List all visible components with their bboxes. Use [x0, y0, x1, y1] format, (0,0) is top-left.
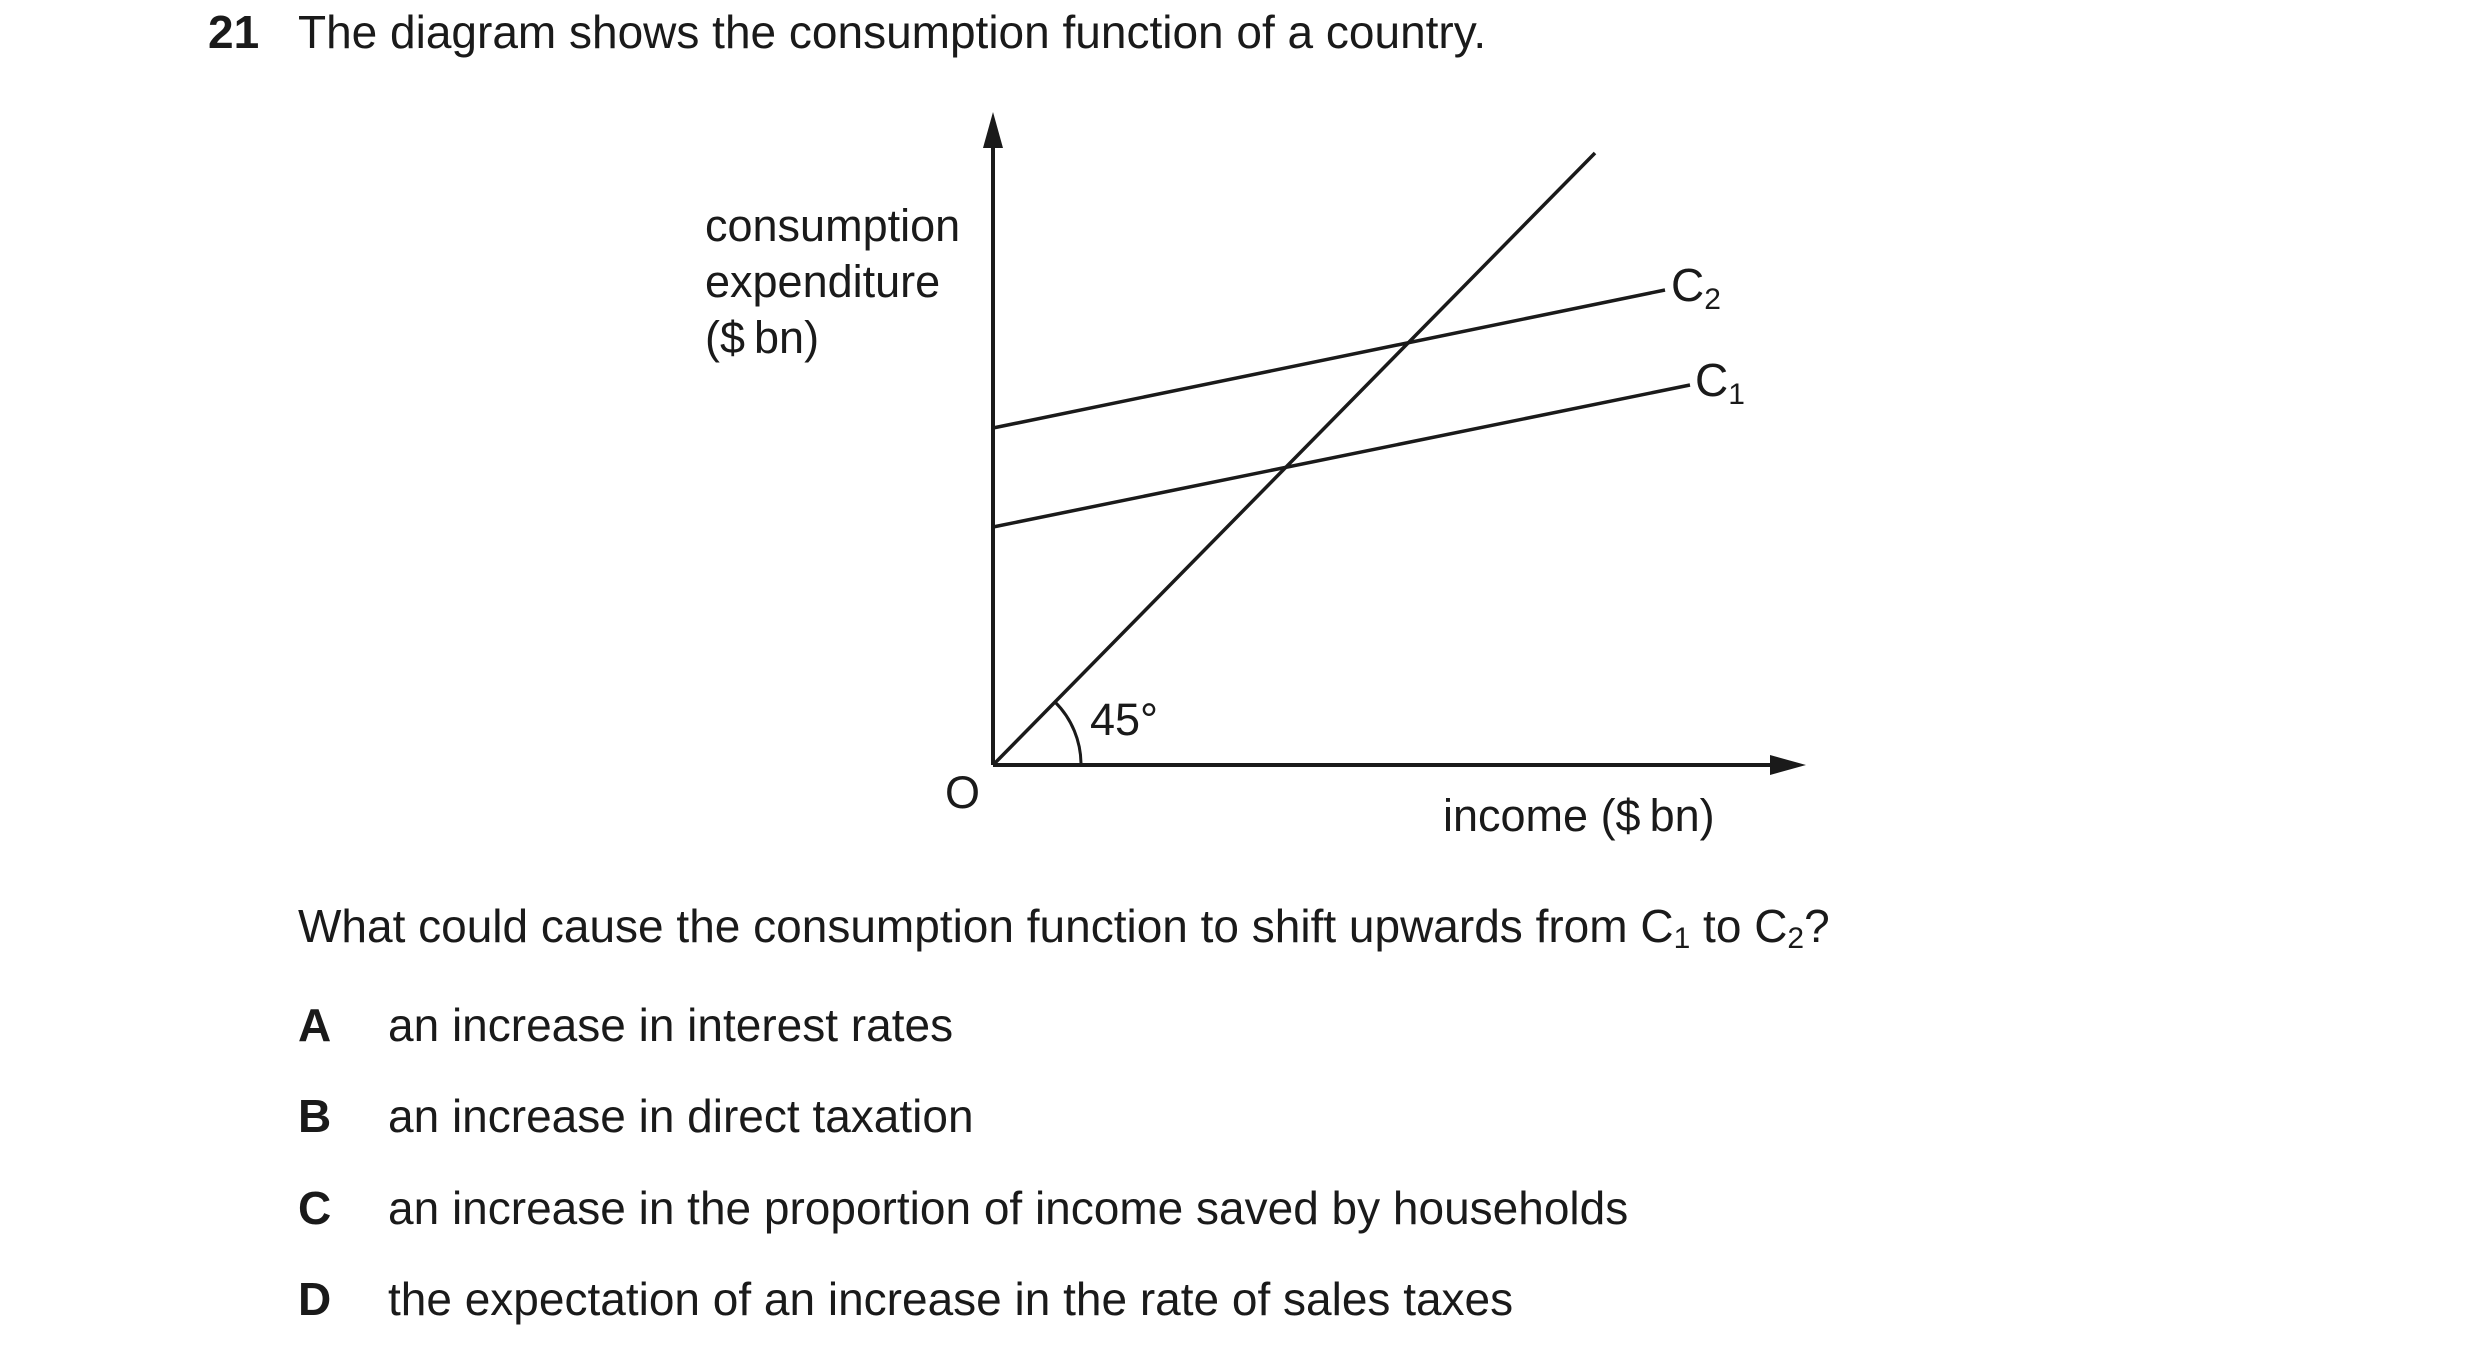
option-c-text: an increase in the proportion of income saved by households — [388, 1182, 1629, 1234]
45-degree-arc — [1055, 702, 1081, 765]
c1-label — [1695, 354, 1745, 411]
45-degree-line — [993, 153, 1595, 765]
c2-line — [993, 290, 1665, 428]
x-axis-label: income ($ bn) — [1443, 790, 1715, 841]
option-a-letter: A — [298, 999, 332, 1051]
y-axis-label-line-2: expenditure — [705, 256, 941, 307]
c2-label — [1671, 259, 1721, 316]
c1-label-subscript: 1 — [1728, 378, 1745, 411]
option-c[interactable] — [298, 1180, 1628, 1236]
c2-label-letter: C — [1671, 259, 1705, 311]
option-b[interactable] — [298, 1088, 974, 1144]
question-number: 21 — [208, 6, 260, 58]
x-axis-arrowhead — [1770, 755, 1806, 775]
prompt-end: ? — [1804, 900, 1830, 952]
y-axis-arrowhead — [983, 112, 1003, 148]
y-axis-label-line-3: ($ bn) — [705, 312, 820, 363]
option-c-letter: C — [298, 1182, 332, 1234]
option-d[interactable] — [298, 1271, 1513, 1327]
prompt-mid: to C — [1690, 900, 1788, 952]
option-b-text: an increase in direct taxation — [388, 1090, 974, 1142]
y-axis-label-line-1: consumption — [705, 200, 961, 251]
prompt-subscript-2: 2 — [1787, 922, 1805, 955]
angle-label: 45° — [1090, 694, 1159, 745]
option-a-text: an increase in interest rates — [388, 999, 954, 1051]
prompt-start: What could cause the consumption function to shift upwards from C — [298, 900, 1674, 952]
prompt-subscript-1: 1 — [1673, 922, 1691, 955]
question-stem: The diagram shows the consumption function of a country. — [298, 6, 1487, 58]
option-d-letter: D — [298, 1273, 332, 1325]
c1-label-letter: C — [1695, 354, 1729, 406]
option-a[interactable] — [298, 997, 953, 1053]
c2-label-subscript: 2 — [1704, 283, 1721, 316]
origin-label: O — [945, 767, 981, 818]
option-b-letter: B — [298, 1090, 332, 1142]
question-prompt — [298, 898, 1830, 954]
option-d-text: the expectation of an increase in the rate of sales taxes — [388, 1273, 1514, 1325]
